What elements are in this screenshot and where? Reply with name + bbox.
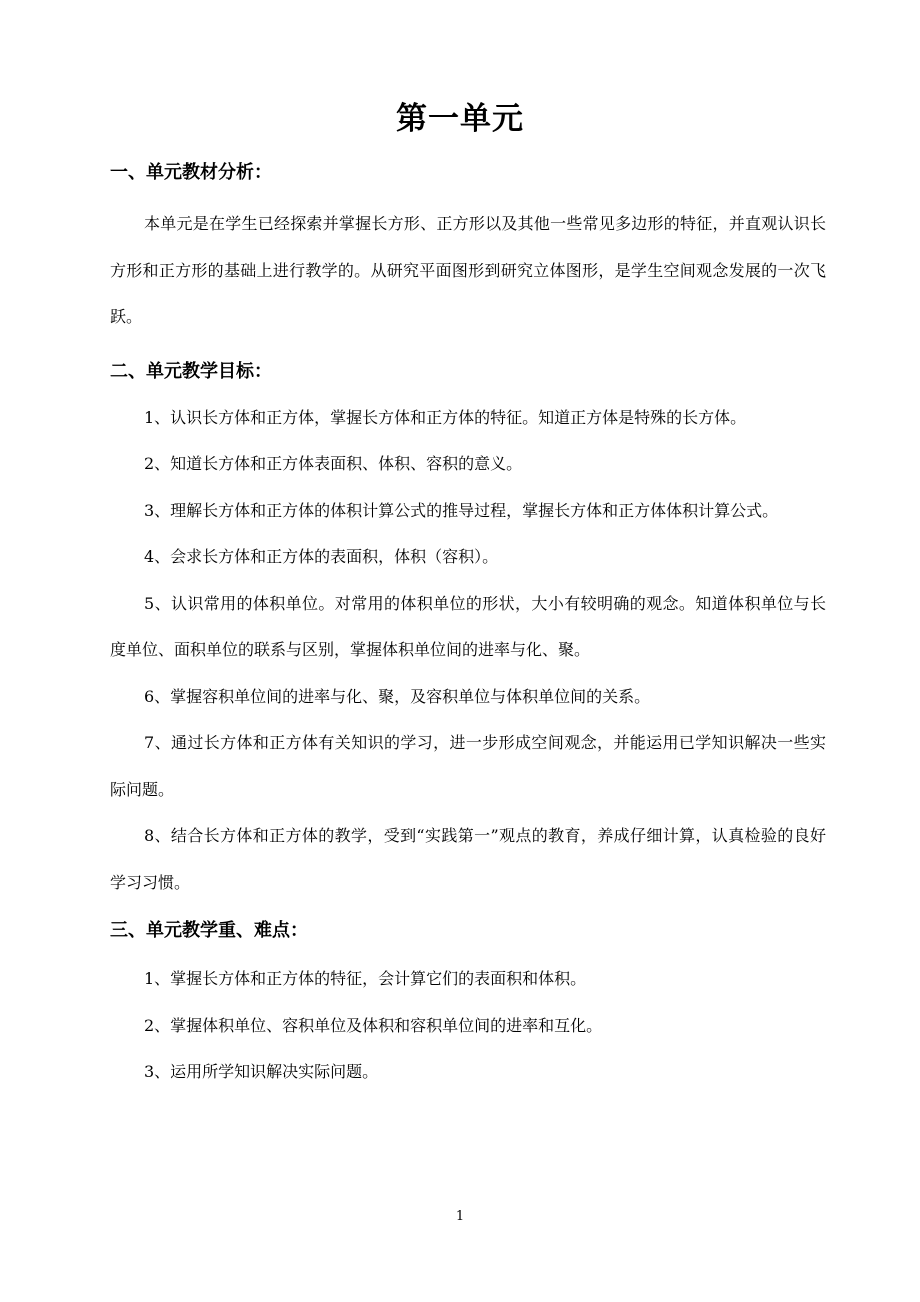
page-number: 1 — [455, 1209, 465, 1224]
list-item: 5、认识常用的体积单位。对常用的体积单位的形状，大小有较明确的观念。知道体积单位与长度单位、面积单位的联系与区别，掌握体积单位间的进率与化、聚。 — [110, 593, 826, 659]
list-item: 1、掌握长方体和正方体的特征，会计算它们的表面积和体积。 — [144, 969, 587, 988]
section-heading: 三、单元教学重、难点： — [110, 920, 308, 941]
section-textbook-analysis — [110, 150, 826, 341]
section-key-difficult-points — [110, 908, 826, 1096]
list-item: 3、运用所学知识解决实际问题。 — [144, 1062, 379, 1081]
document-body — [110, 150, 826, 1096]
section-teaching-goals — [110, 349, 826, 907]
list-item: 8、结合长方体和正方体的教学，受到“实践第一”观点的教育，养成仔细计算，认真检验的良好学习习惯。 — [110, 826, 826, 892]
list-item: 2、掌握体积单位、容积单位及体积和容积单位间的进率和互化。 — [144, 1015, 603, 1035]
list-item: 3、理解长方体和正方体的体积计算公式的推导过程，掌握长方体和正方体体积计算公式。 — [144, 500, 779, 520]
paragraph: 本单元是在学生已经探索并掌握长方形、正方形以及其他一些常见多边形的特征，并直观认识长方形和正方形的基础上进行教学的。从研究平面图形到研究立体图形，是学生空间观念发展的一次飞跃。 — [110, 214, 826, 326]
list-item: 7、通过长方体和正方体有关知识的学习，进一步形成空间观念，并能运用已学知识解决一些实际问题。 — [110, 733, 826, 799]
section-content — [110, 201, 826, 341]
section-heading: 一、单元教材分析： — [110, 162, 272, 183]
list-item: 2、知道长方体和正方体表面积、体积、容积的意义。 — [144, 454, 523, 473]
page-title: 第一单元 — [396, 101, 524, 137]
section-content — [110, 956, 826, 1096]
list-item: 6、掌握容积单位间的进率与化、聚，及容积单位与体积单位间的关系。 — [144, 686, 651, 706]
section-content — [110, 395, 826, 907]
list-item: 4、会求长方体和正方体的表面积，体积（容积）。 — [144, 547, 499, 566]
list-item: 1、认识长方体和正方体，掌握长方体和正方体的特征。知道正方体是特殊的长方体。 — [144, 407, 747, 427]
section-heading: 二、单元教学目标： — [110, 360, 272, 382]
